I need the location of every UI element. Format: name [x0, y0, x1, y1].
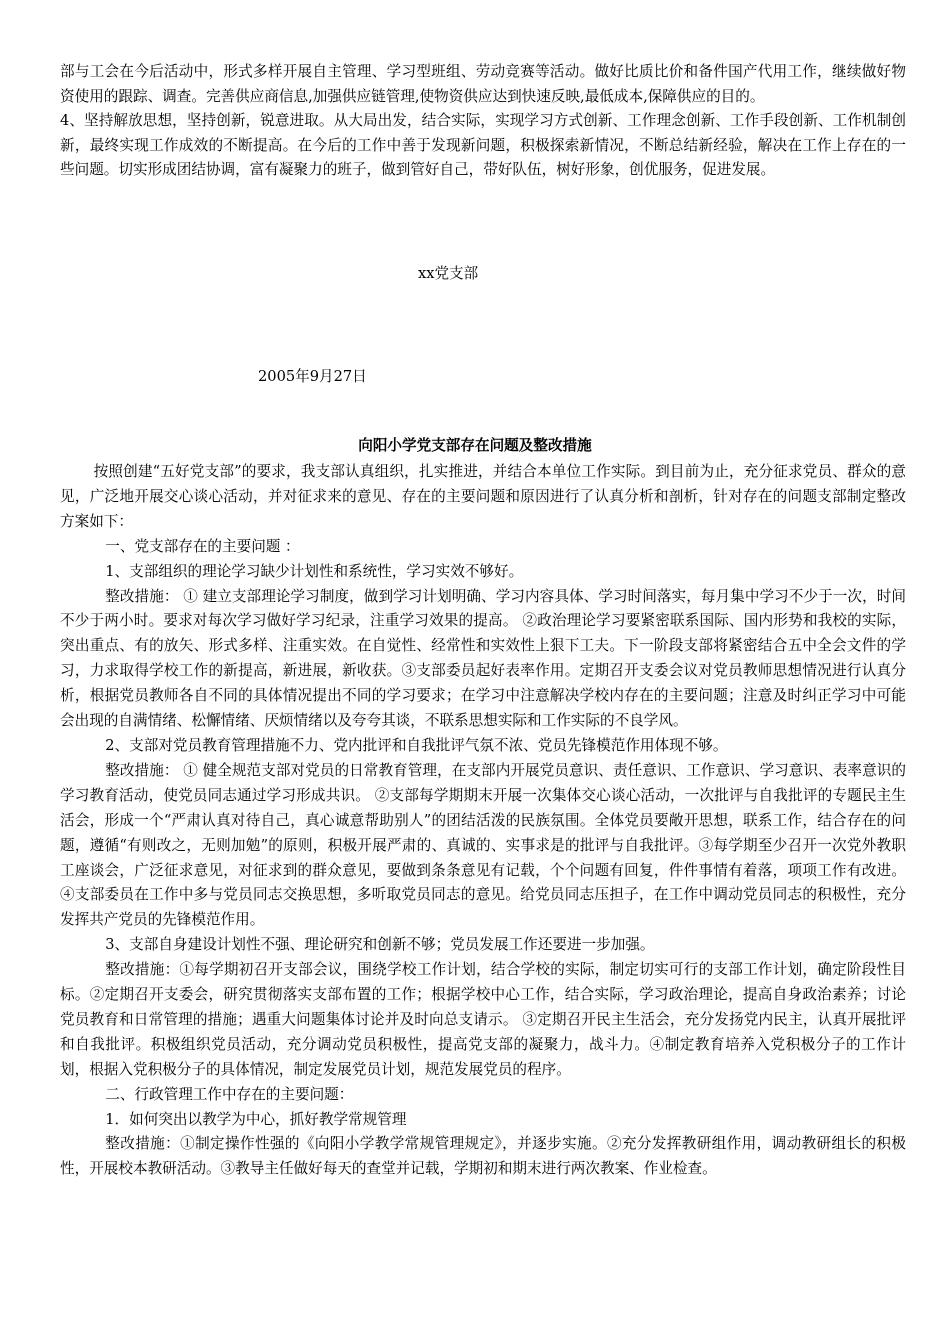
- body-paragraph: 一、党支部存在的主要问题 ：: [105, 537, 300, 555]
- body-paragraph: 整改措施： ① 健全规范支部对党员的日常教育管理，在支部内开展党员意识、责任意识、工作意识、学习意识、表率意识的学习教育活动，使党员同志通过学习形成共识。 ②支部每学期期末开展一次集体交心谈心活动，一次批评与自我批评的专题民主生活会，形成一个“严肃认真对待自己，真心诚意帮助别人”的团结活泼的民族氛围。全体党员要敞开思想，联系工作，结合存在的问题，遵循“有则改之，无则加勉”的原则，积极开展严肃的、真诚的、实事求是的批评与自我批评。③每学期至少召开一次党外教职工座谈会，广泛征求意见，对征求到的群众意见，要做到条条意见有记载，个个问题有回复，件件事情有着落，项项工作有改进。④支部委员在工作中多与党员同志交换思想，多听取党员同志的意见。给党员同志压担子，在工作中调动党员同志的积极性，充分发挥共产党员的先锋模范作用。: [60, 761, 906, 929]
- document-title: 向阳小学党支部存在问题及整改措施: [358, 437, 592, 454]
- signature: xx党支部: [418, 265, 479, 282]
- paragraph-procurement: 部与工会在今后活动中，形式多样开展自主管理、学习型班组、劳动竞赛等活动。做好比质比价和备件国产代用工作，继续做好物资使用的跟踪、调查。完善供应商信息,加强供应链管理,使物资供应达到快速反映,最低成本,保障供应的目的。: [60, 63, 906, 105]
- body-paragraph: 整改措施： ① 建立支部理论学习制度，做到学习计划明确、学习内容具体、学习时间落实，每月集中学习不少于一次，时间不少于两小时。要求对每次学习做好学习纪录，注重学习效果的提高。 ②政治理论学习要紧密联系国际、国内形势和我校的实际，突出重点、有的放矢、形式多样、注重实效。在自觉性、经常性和实效性上狠下工夫。下一阶段支部将紧密结合五中全会文件的学习，力求取得学校工作的新提高，新进展，新收获。③支部委员起好表率作用。定期召开支委会议对党员教师思想情况进行认真分析，根据党员教师各自不同的具体情况提出不同的学习要求；在学习中注意解决学校内存在的主要问题；注意及时纠正学习中可能会出现的自满情绪、松懈情绪、厌烦情绪以及夸夸其谈，不联系思想实际和工作实际的不良学风。: [60, 587, 906, 730]
- body-paragraph: 3、支部自身建设计划性不强、理论研究和创新不够；党员发展工作还要进一步加强。: [105, 936, 655, 954]
- body-paragraph: 整改措施：①制定操作性强的《向阳小学教学常规管理规定》，并逐步实施。②充分发挥教研组作用，调动教研组长的积极性，开展校本教研活动。③教导主任做好每天的查堂并记载，学期初和期末进行两次教案、作业检查。: [60, 1135, 906, 1178]
- body-paragraph: 二、行政管理工作中存在的主要问题：: [105, 1085, 354, 1103]
- body-paragraph: 1．如何突出以教学为中心，抓好教学常规管理: [105, 1110, 407, 1128]
- date: 2005年9月27日: [258, 368, 367, 385]
- body-paragraph: 2、支部对党员教育管理措施不力、党内批评和自我批评气氛不浓、党员先锋模范作用体现不够。: [105, 736, 728, 754]
- paragraph-innovation: 4、坚持解放思想，坚持创新，锐意进取。从大局出发，结合实际，实现学习方式创新、工作理念创新、工作手段创新、工作机制创新，最终实现工作成效的不断提高。在今后的工作中善于发现新问题，积极探索新情况，不断总结新经验，解决在工作上存在的一些问题。切实形成团结协调，富有凝聚力的班子，做到管好自己，带好队伍，树好形象，创优服务，促进发展。: [60, 112, 906, 179]
- body-paragraph: 1、支部组织的理论学习缺少计划性和系统性，学习实效不够好。: [105, 562, 524, 580]
- body-paragraph: 按照创建“五好党支部”的要求，我支部认真组织，扎实推进，并结合本单位工作实际。到目前为止，充分征求党员、群众的意见，广泛地开展交心谈心活动，并对征求来的意见、存在的主要问题和原因进行了认真分析和剖析，针对存在的问题支部制定整改方案如下：: [60, 463, 906, 530]
- top-section: [60, 60, 906, 183]
- body-paragraph: 整改措施：①每学期初召开支部会议，围绕学校工作计划，结合学校的实际，制定切实可行的支部工作计划，确定阶段性目标。②定期召开支委会，研究贯彻落实支部布置的工作；根据学校中心工作，结合实际，学习政治理论，提高自身政治素养；讨论党员教育和日常管理的措施；遇重大问题集体讨论并及时向总支请示。 ③定期召开民主生活会，充分发扬党内民主，认真开展批评和自我批评。积极组织党员活动，充分调动党员积极性，提高党支部的凝聚力，战斗力。④制定教育培养入党积极分子的工作计划，根据入党积极分子的具体情况，制定发展党员计划，规范发展党员的程序。: [60, 961, 906, 1078]
- document-body: [60, 460, 906, 1182]
